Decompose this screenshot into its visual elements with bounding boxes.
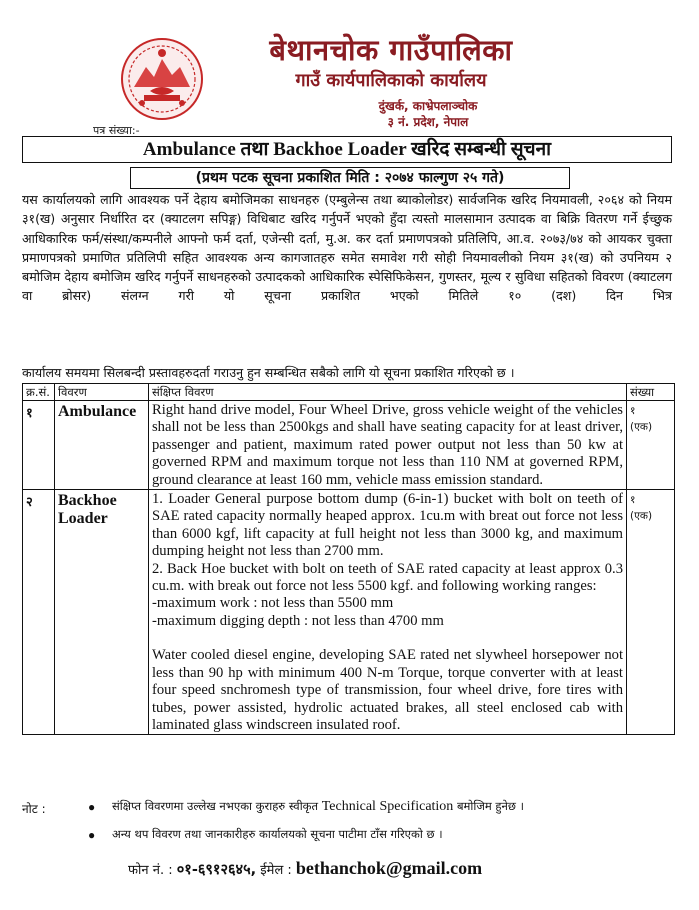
table-header-row (23, 384, 675, 401)
row-qty (627, 401, 675, 490)
municipality-emblem-icon (120, 37, 204, 121)
row-qty (627, 490, 675, 735)
table-row (23, 490, 675, 735)
notice-body: यस कार्यालयको लागि आवश्यक पर्ने देहाय बमोजिमका साधनहरु (एम्बुलेन्स तथा ब्याकोलोडर) सार्वजनिक खरिद नियमावली, २०६४ को नियम ३१(ख) अनुसार निर्धारित दर (क्याटलग सपिङ्ग) विधिबाट खरिद गर्नुपर्ने भएको हुँदा त्यस्तो मालसामान उत्पादक वा बिक्रि वितरण गर्ने ईच्छुक आधिकारिक फर्म/संस्था/कम्पनीले आफ्नो फर्म दर्ता, एजेन्सी दर्ता, मु.अ. कर दर्ता प्रमाणपत्रको प्रतिलिपि, आ.व. २०७३/७४ को आयकर चुक्ता प्रमाणपत्रको प्रमाणित प्रतिलिपी सहित आवश्यक अन्य कागजातहरु समेत समावेश गरी सोही नियमावलीको नियम ३१(ख) को उपनियम २ बमोजिम देहाय बमोजिम खरिद गर्नुपर्ने साधनहरुको उत्पादकको आधिकारिक स्पेसिफिकेसन, गुणस्तर, मूल्य र सुविधा सहितको विवरण (क्याटलग वा ब्रोसर) संलग्न गरी यो सूचना प्रकाशित भएको मितिले १० (दश) दिन भित्र (22, 192, 672, 304)
bullet-icon: ● (88, 828, 96, 842)
qty-words: (एक) (630, 510, 653, 523)
note-1-text-end: बमोजिम हुनेछ । (456, 799, 524, 813)
note-1-text: संक्षिप्त विवरणमा उल्लेख नभएका कुराहरु स्वीकृत (112, 799, 319, 813)
description-spacer (152, 630, 623, 647)
org-name: बेथानचोक गाउँपालिका (269, 33, 513, 67)
publish-date: (प्रथम पटक सूचना प्रकाशित मिति : २०७४ फाल्गुण २५ गते) (130, 167, 570, 189)
email-label: ईमेल : (260, 863, 292, 878)
note-label: नोट : (22, 802, 46, 816)
phone-label: फोन नं. : (128, 863, 173, 878)
row-item: Ambulance (55, 401, 149, 490)
address-line-1: दुंखर्क, काभ्रेपलाञ्चोक (378, 99, 478, 113)
office-name: गाउँ कार्यपालिकाको कार्यालय (295, 70, 487, 91)
note-1 (112, 799, 524, 815)
header-sn: क्र.सं. (23, 384, 55, 401)
qty-number: १ (630, 405, 636, 417)
reference-number-label: पत्र संख्या:- (93, 124, 140, 137)
row-description (149, 490, 627, 735)
note-2: अन्य थप विवरण तथा जानकारीहरु कार्यालयको सूचना पाटीमा टाँस गरिएको छ । (112, 827, 443, 841)
qty-number: १ (630, 494, 636, 507)
description-line: 2. Back Hoe bucket with bolt on teeth of SAE rated capacity at least approx 0.3 cu.m. with break out force not less 5500 kgf. and following working ranges: (152, 560, 623, 595)
row-item: Backhoe Loader (55, 490, 149, 735)
address-line-2: ३ नं. प्रदेश, नेपाल (387, 115, 469, 129)
items-table (22, 383, 675, 735)
bullet-icon: ● (88, 800, 96, 814)
description-line: -maximum digging depth : not less than 4700 mm (152, 612, 444, 629)
notice-body-last-line: कार्यालय समयमा सिलबन्दी प्रस्तावहरुदर्ता गराउनु हुन सम्बन्धित सबैको लागि यो सूचना प्रकाशित गरिएको छ । (22, 365, 515, 380)
description-line: Water cooled diesel engine, developing SAE rated net slywheel horsepower not less than 90 hp with minimum 400 N-m Torque, torque converter with at least four speed snchromesh type of transmission, four wheel drive, fore tires with tubes, power assisted, hydrolic actuated brakes, all steel enclosed cab with laminated glass windscreen insulated roof. (152, 647, 623, 733)
phone-number: ०१-६९१२६४५, (176, 862, 257, 878)
table-row (23, 401, 675, 490)
description-line: 1. Loader General purpose bottom dump (6-in-1) bucket with bolt on teeth of SAE rated capacity normally heaped approx. 1cu.m with breat out force not less than 6000 kgf, lift capacity at full height not less than 3000 kg, and maximum dumping height not less than 2700 mm. (152, 491, 623, 560)
email-address[interactable]: bethanchok@gmail.com (295, 858, 483, 878)
header-qty: संख्या (627, 384, 675, 401)
description-line: Right hand drive model, Four Wheel Drive, gross vehicle weight of the vehicles shall not be less than 2500kgs and shall have seating capacity for at least driver, passenger and patient, maximum rated power output not less than 50 kw at governed RPM and maximum torque not less than 110 NM at governed RPM, ground clearance at least 160 mm, vehicle mass emission standard. (152, 402, 623, 488)
notice-title: Ambulance तथा Backhoe Loader खरिद सम्बन्धी सूचना (22, 136, 672, 163)
row-description (149, 401, 627, 490)
row-sn: २ (23, 490, 55, 735)
row-sn: १ (23, 401, 55, 490)
header-item: विवरण (55, 384, 149, 401)
qty-words: (एक) (630, 421, 653, 433)
contact-line (128, 858, 588, 879)
header-description: संक्षिप्त विवरण (149, 384, 627, 401)
description-line: -maximum work : not less than 5500 mm (152, 595, 394, 612)
note-1-technical-spec: Technical Specification (321, 799, 454, 814)
